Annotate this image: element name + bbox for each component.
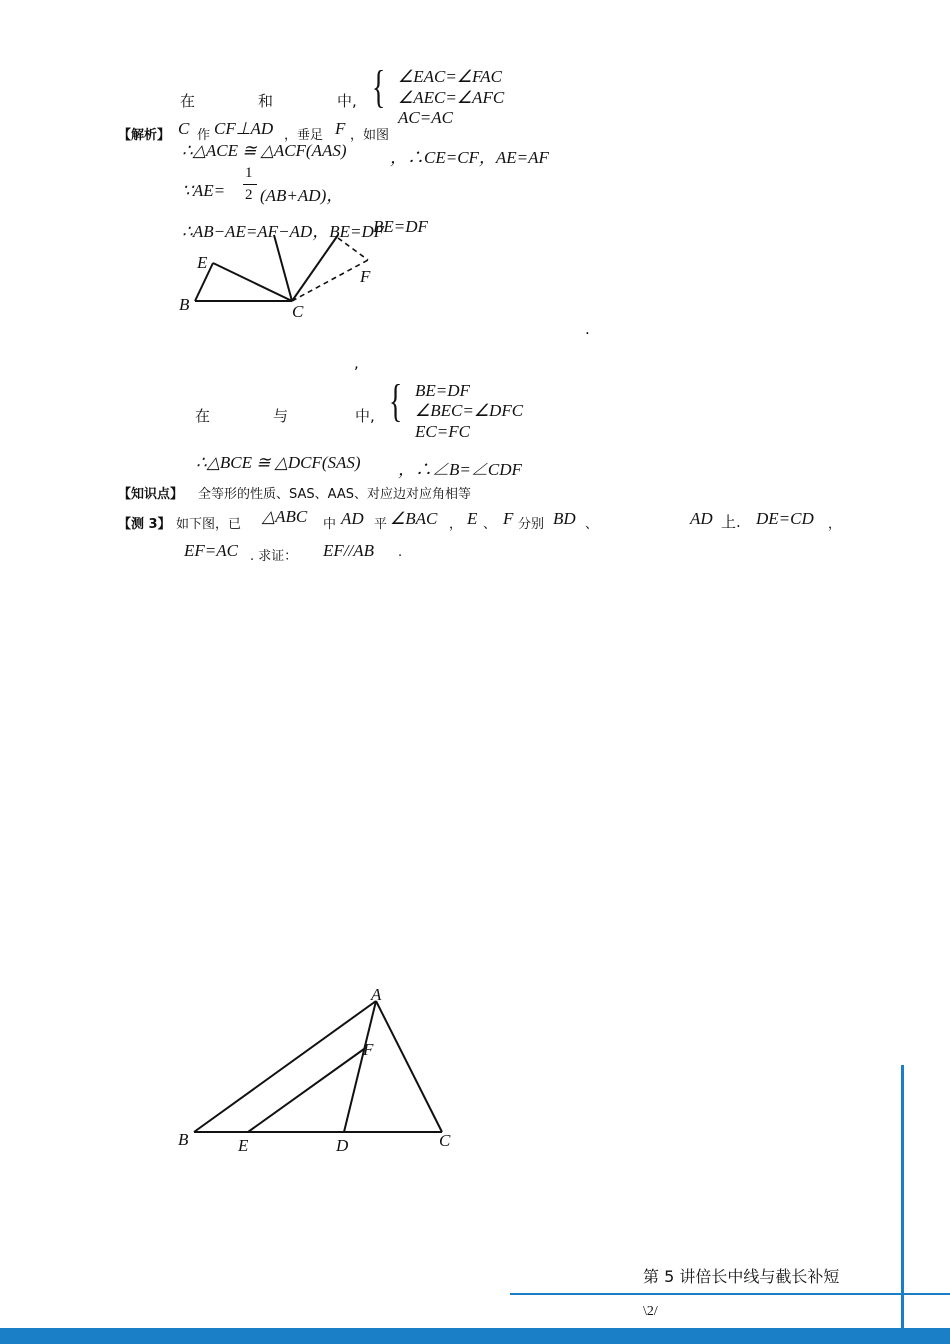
line-congruent-2: ∴△BCE ≅ △DCF(SAS) bbox=[196, 453, 361, 472]
test3-text: 、 bbox=[483, 517, 497, 532]
text-rutu: ，如图 bbox=[350, 128, 390, 143]
segment-ac bbox=[376, 1001, 442, 1132]
footer-rule bbox=[510, 1293, 950, 1295]
test3-text: 中 bbox=[323, 517, 337, 532]
test3-tag: 【测 3】 bbox=[118, 517, 171, 532]
math-triangle-abc: △ABC bbox=[262, 507, 308, 526]
line-ae-lhs: ∵AE= bbox=[182, 181, 226, 200]
math-f: F bbox=[335, 119, 346, 138]
equation-line: EC=FC bbox=[415, 422, 470, 441]
label-f: F bbox=[363, 1040, 374, 1059]
text-zai-1: 在 bbox=[180, 92, 196, 110]
equation-line: ∠EAC=∠FAC bbox=[398, 67, 502, 86]
math-angle-bac: ∠BAC bbox=[390, 509, 438, 528]
equation-line: ∠BEC=∠DFC bbox=[415, 401, 524, 420]
test3-text: 如下图，已 bbox=[176, 517, 242, 532]
figure-1 bbox=[170, 160, 390, 325]
segment-dc bbox=[292, 235, 338, 301]
test3-text: 、 bbox=[585, 517, 599, 532]
label-f: F bbox=[360, 267, 371, 286]
line-be-df: BE=DF bbox=[373, 217, 428, 236]
math-de-cd: DE=CD bbox=[756, 509, 814, 528]
page-number: \2/ bbox=[643, 1304, 658, 1319]
footer-vertical-rule bbox=[901, 1065, 904, 1330]
text-yu: 与 bbox=[273, 407, 289, 425]
brace-1: { bbox=[372, 61, 386, 112]
label-b: B bbox=[179, 295, 190, 314]
line-ce-cf: ，∴CE=CF，AE=AF bbox=[390, 148, 549, 167]
test3-text: 平 bbox=[374, 517, 388, 532]
label-a: A bbox=[371, 985, 382, 1004]
text-chuizu: ，垂足 bbox=[284, 128, 324, 143]
text-zuo: 作 bbox=[197, 128, 211, 143]
brace-2: { bbox=[389, 375, 403, 426]
analysis-tag: 【解析】 bbox=[118, 128, 171, 143]
text-he: 和 bbox=[258, 92, 274, 110]
math-ad-2: AD bbox=[690, 509, 713, 528]
math-bd: BD bbox=[553, 509, 576, 528]
knowledge-text: 全等形的性质、SAS、AAS、对应边对应角相等 bbox=[198, 487, 472, 502]
segment-ac bbox=[274, 235, 292, 301]
math-c: C bbox=[178, 119, 190, 138]
label-e: E bbox=[197, 253, 208, 272]
test3-text: ， bbox=[449, 517, 463, 532]
test3-text: ， bbox=[828, 517, 842, 532]
test3-text: 上. bbox=[721, 513, 741, 531]
dashed-df bbox=[338, 238, 368, 260]
text-zai-2: 在 bbox=[195, 407, 211, 425]
label-d: D bbox=[336, 1136, 349, 1155]
math-ef-parallel-ab: EF//AB bbox=[323, 541, 374, 560]
math-f: F bbox=[503, 509, 514, 528]
label-e: E bbox=[238, 1136, 249, 1155]
line-angle-b: ，∴∠B=∠CDF bbox=[398, 460, 522, 479]
text-zhong-2: 中, bbox=[355, 407, 375, 425]
equation-line: BE=DF bbox=[415, 381, 470, 400]
knowledge-tag: 【知识点】 bbox=[118, 487, 184, 502]
test3-text: 分别 bbox=[518, 517, 545, 532]
equation-line: ∠AEC=∠AFC bbox=[398, 88, 505, 107]
label-b: B bbox=[178, 1130, 189, 1149]
frac-numerator: 1 bbox=[245, 165, 253, 181]
frac-denominator: 2 bbox=[245, 187, 253, 203]
stray-dot: . bbox=[585, 320, 590, 338]
figure-2 bbox=[170, 980, 470, 1160]
math-ad: AD bbox=[341, 509, 364, 528]
chapter-title: 第 5 讲倍长中线与截长补短 bbox=[643, 1267, 840, 1286]
line-ab-ae: ∴AB−AE=AF−AD，BE=DF bbox=[182, 222, 385, 241]
footer-band bbox=[0, 1328, 950, 1344]
math-cf-perp-ad: CF⊥AD bbox=[214, 119, 274, 138]
line-congruent-1: ∴△ACE ≅ △ACF(AAS) bbox=[182, 141, 347, 160]
test3-text: . bbox=[398, 545, 403, 560]
math-e: E bbox=[467, 509, 478, 528]
label-c: C bbox=[292, 302, 304, 321]
test3-text: . 求证： bbox=[250, 549, 298, 564]
stray-comma: , bbox=[354, 354, 359, 372]
math-ef-ac: EF=AC bbox=[184, 541, 238, 560]
equation-line: AC=AC bbox=[398, 108, 453, 127]
segment-ec bbox=[213, 263, 292, 301]
label-c: C bbox=[439, 1131, 451, 1150]
text-zhong-1: 中, bbox=[337, 92, 357, 110]
dashed-cf bbox=[292, 260, 368, 301]
line-ae-rhs: (AB+AD)， bbox=[260, 186, 344, 205]
